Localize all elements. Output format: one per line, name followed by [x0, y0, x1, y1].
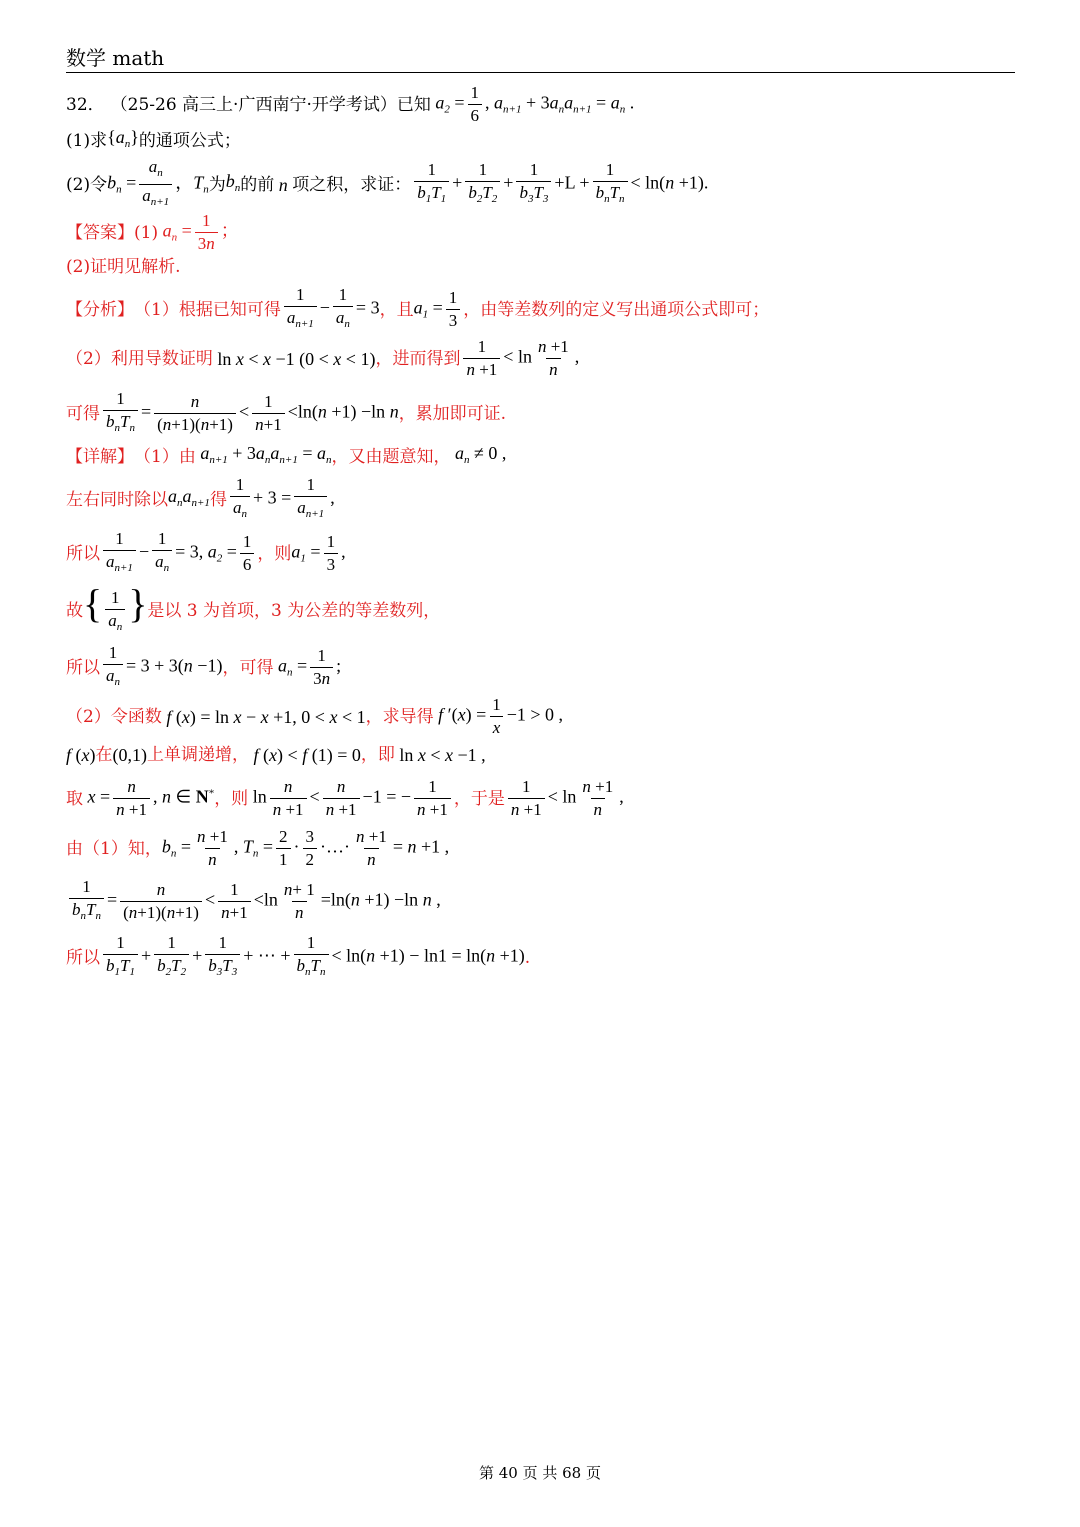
page-footer: 第 40 页 共 68 页 [478, 1464, 601, 1482]
detail-line9: 由（1）知， $b_n$ = $\frac{n +1}{n}$ , $T_n$ = $\frac{2}{1}$ · $\frac{3}{2}$ ·…· $\frac{n +1}{n}$ = n +1 , [66, 827, 450, 869]
page-header [66, 42, 1015, 73]
detail-line10: $\frac{1}{b_nT_n}$ = $\frac{n}{(n+1)(n+1)}$ < $\frac{1}{n+1}$ <ln $\frac{n+ 1}{n}$ =ln(n +1) −ln n , [66, 876, 441, 927]
detail-line7: f (x) 在 (0,1) 上单调递增， f (x) < f (1) = 0 ，即 ln x < x −1 , [66, 745, 486, 765]
detail-line5: 所以 $\frac{1}{a_n}$ = 3 + 3(n −1) ，可得 $a_n$ = $\frac{1}{3n}$ ; [66, 642, 341, 693]
header-title: 数学 math [66, 46, 165, 70]
answer-line2: (2)证明见解析. [66, 257, 181, 277]
analysis-line2: （2）利用导数证明 ln x < x −1 (0 < x < 1) ，进而得到 $\frac{1}{n +1}$ < ln $\frac{n +1}{n}$ , [66, 337, 580, 379]
problem-number: 32． [66, 94, 105, 115]
problem-part2: (2)令 $b_n$ = $\frac{a_n}{a_{n+1}}$ ，$T_n$ 为 $b_n$ 的前 n 项之积，求证： $\frac{1}{b_1T_1}$ + $\frac{1}{b_2T_2}$ + $\frac{1}{b_3T_3}$ +L + $\frac{1}{b_nT_n}$ < ln(n +1). [66, 156, 708, 213]
math-given: $a_2$ = $\frac{1}{6}$ , $a_{n+1} + 3a_na_{n+1} = a_n$ . [435, 83, 635, 125]
detail-line8: 取 x = $\frac{n}{n +1}$ , n ∈ N* ，则 ln $\frac{n}{n +1}$ < $\frac{n}{n +1}$ −1 = − $\frac{1}{n +1}$ ，于是 $\frac{1}{n +1}$ < ln $\frac{n +1}{n}$ , [66, 777, 624, 819]
detail-line6: （2）令函数 f (x) = ln x − x +1, 0 < x < 1 ，求导得 f ′(x) = $\frac{1}{x}$ −1 > 0 , [66, 695, 564, 737]
detail-line4: 故 { $\frac{1}{a_n}$ } 是以 3 为首项，3 为公差的等差数列， [66, 584, 440, 638]
analysis-line1: 【分析】 （1）根据已知可得 $\frac{1}{a_{n+1}}$ − $\frac{1}{a_n}$ = 3 ，且 $a_1$ = $\frac{1}{3}$ ，由等差数列的定义写出通项公式即可； [66, 284, 769, 335]
answer-line1: 【答案】 (1) $a_n$ = $\frac{1}{3n}$ ； [66, 211, 239, 253]
detail-line3: 所以 $\frac{1}{a_{n+1}}$ − $\frac{1}{a_n}$ = 3, $a_2$ = $\frac{1}{6}$ ，则 $a_1$ = $\frac{1}{3}$ , [66, 528, 346, 579]
answer-label: 【答案】 [66, 222, 134, 243]
problem-statement [66, 82, 634, 127]
analysis-label: 【分析】 [66, 299, 134, 320]
problem-source: （25-26 高三上·广西南宁·开学考试）已知 [110, 94, 431, 115]
detail-line2: 左右同时除以 $a_na_{n+1}$ 得 $\frac{1}{a_n}$ + 3 = $\frac{1}{a_{n+1}}$ , [66, 474, 335, 525]
detail-line1: 【详解】 （1）由 $a_{n+1} + 3a_na_{n+1} = a_n$ ，又由题意知， $a_n \ne 0$ , [66, 443, 507, 467]
detail-line11: 所以 $\frac{1}{b_1T_1}$ + $\frac{1}{b_2T_2}$ + $\frac{1}{b_3T_3}$ + ⋯ + $\frac{1}{b_nT_n}$ < ln(n +1) − ln1 = ln(n +1) . [66, 932, 530, 983]
analysis-line3: 可得 $\frac{1}{b_nT_n}$ = $\frac{n}{(n+1)(n+1)}$ < $\frac{1}{n+1}$ <ln(n +1) −ln n ，累加即可证. [66, 388, 506, 439]
problem-part1: (1)求 $\{a_n\}$ 的通项公式； [66, 127, 241, 151]
detail-label: 【详解】 [66, 446, 134, 467]
